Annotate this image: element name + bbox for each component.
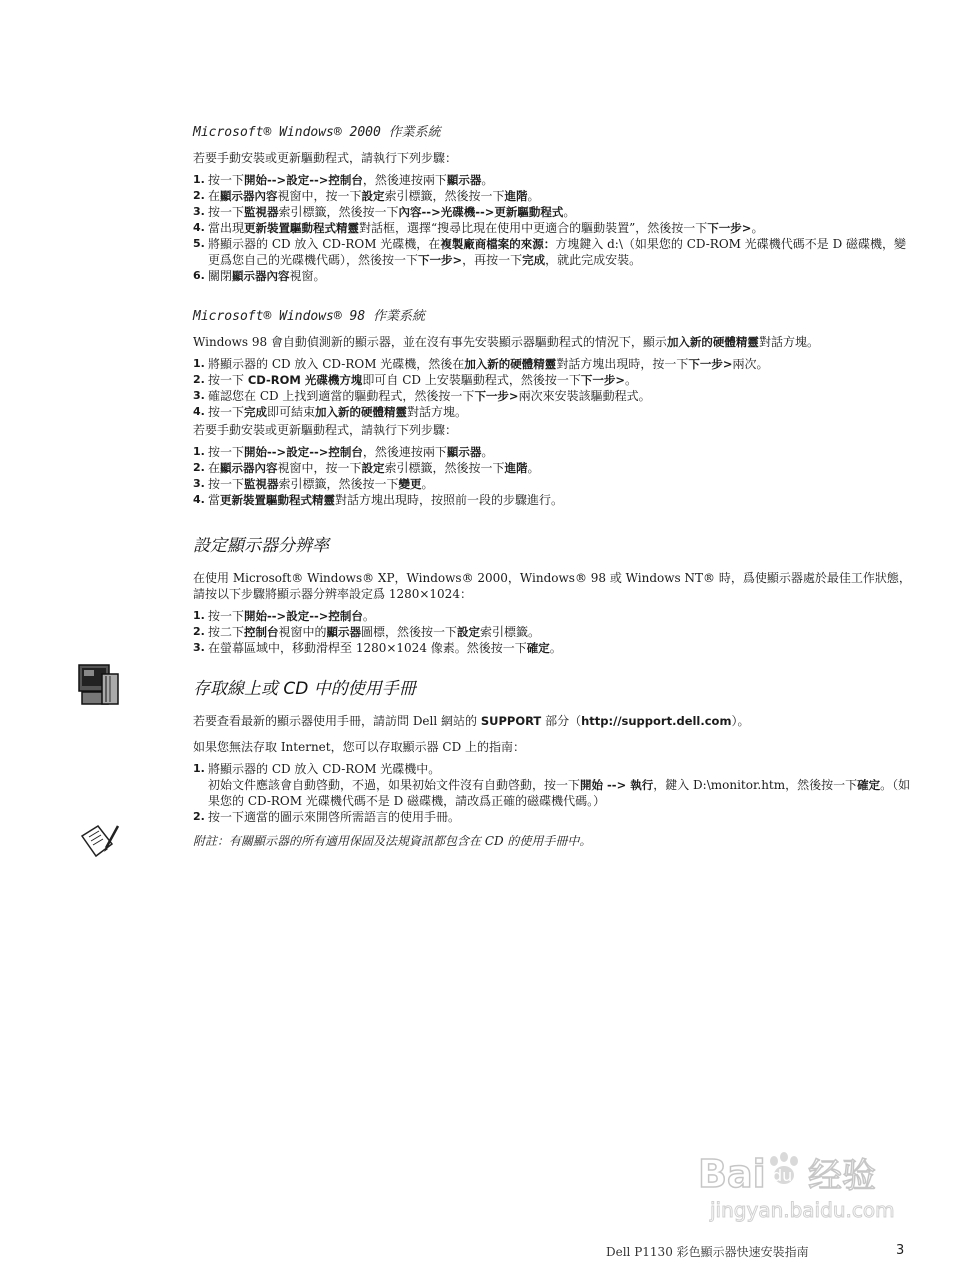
manual-section <box>193 674 913 825</box>
step-list <box>193 172 913 284</box>
bold-term: CD-ROM 光碟機方塊 <box>247 373 363 387</box>
bold-term: SUPPORT <box>480 714 542 728</box>
step-item: 1. 按一下開始-->設定-->控制台，然後連按兩下顯示器。 <box>193 173 494 187</box>
bold-term: 開始-->設定-->控制台 <box>244 173 363 187</box>
section-heading: 設定顯示器分辨率 <box>193 536 329 556</box>
step-number: 5. <box>193 237 205 250</box>
bold-term: 設定 <box>361 461 385 475</box>
note-text: 附註：有關顯示器的所有適用保固及法規資訊都包含在 CD 的使用手冊中。 <box>193 834 592 848</box>
step-number: 4. <box>193 221 205 234</box>
intro-text: Windows 98 會自動偵測新的顯示器，並在沒有事先安裝顯示器驅動程式的情況下，顯示加入新的硬體精靈對話方塊。 <box>193 335 819 349</box>
step-number: 4. <box>193 405 205 418</box>
step-number: 6. <box>193 269 205 282</box>
bold-term: 更新裝置驅動程式精靈 <box>244 221 360 235</box>
bold-term: 開始-->設定-->控制台 <box>244 445 363 459</box>
baidu-watermark <box>690 1145 920 1225</box>
bold-term: 顯示器內容 <box>220 461 278 475</box>
bold-term: 加入新的硬體精靈 <box>464 357 557 371</box>
step-item: 2. 在顯示器內容視窗中，按一下設定索引標籤，然後按一下進階。 <box>193 189 540 203</box>
step-item: 2. 按二下控制台視窗中的顯示器圖標，然後按一下設定索引標籤。 <box>193 625 541 639</box>
bold-term: 完成 <box>244 405 268 419</box>
step-item: 3. 在螢幕區域中，移動滑桿至 1280×1024 像素。然後按一下確定。 <box>193 641 562 655</box>
bold-term: 設定 <box>457 625 481 639</box>
watermark-cn: 经验 <box>808 1156 876 1196</box>
step-number: 3. <box>193 389 205 402</box>
note-section <box>193 833 913 855</box>
watermark-brand: Bai <box>698 1152 766 1196</box>
bold-term: http://support.dell.com <box>581 714 732 728</box>
bold-term: 顯示器 <box>446 445 482 459</box>
bold-term: 進階 <box>504 461 528 475</box>
bold-term: 確定 <box>857 778 881 792</box>
intro-text: 若要手動安裝或更新驅動程式，請執行下列步驟： <box>193 151 458 165</box>
step-item: 1. 按一下開始-->設定-->控制台，然後連按兩下顯示器。 <box>193 445 494 459</box>
section-heading: Microsoft® Windows® 2000 作業系統 <box>193 125 441 140</box>
step-number: 1. <box>193 609 205 622</box>
step-number: 2. <box>193 810 205 823</box>
bold-term: 完成 <box>522 253 546 267</box>
step-number: 3. <box>193 205 205 218</box>
bold-term: 顯示器 <box>326 625 362 639</box>
step-list <box>193 356 913 420</box>
win2000-section <box>193 121 913 284</box>
intro-text: 若要查看最新的顯示器使用手冊，請訪問 Dell 網站的 SUPPORT 部分（http://support.dell.com）。 <box>193 714 750 728</box>
bold-term: 設定 <box>361 189 385 203</box>
step-item: 1. 將顯示器的 CD 放入 CD-ROM 光碟機中。 <box>193 762 441 776</box>
step-number: 1. <box>193 173 205 186</box>
step-item: 1. 按一下開始-->設定-->控制台。 <box>193 609 375 623</box>
step-number: 2. <box>193 461 205 474</box>
bold-term: 開始 --> 執行 <box>580 778 654 792</box>
bold-term: 監視器 <box>244 477 279 491</box>
section-heading: Microsoft® Windows® 98 作業系統 <box>193 309 426 324</box>
step-item: 3. 按一下監視器索引標籤，然後按一下內容-->光碟機-->更新驅動程式。 <box>193 205 576 219</box>
bold-term: 顯示器內容 <box>220 189 278 203</box>
step-number: 2. <box>193 625 205 638</box>
bold-term: 加入新的硬體精靈 <box>315 405 408 419</box>
step-number: 1. <box>193 357 205 370</box>
step-item: 5. 將顯示器的 CD 放入 CD-ROM 光碟機，在複製廠商檔案的來源：方塊鍵入 d:\（如果您的 CD-ROM 光碟機代碼不是 D 磁碟機，變更爲您自己的光碟機代碼），然後按一下下一步>，再按一下完成，就此完成安裝。 <box>193 237 907 267</box>
step-item: 6. 關閉顯示器內容視窗。 <box>193 269 326 283</box>
step-item: 3. 按一下監視器索引標籤，然後按一下變更。 <box>193 477 434 491</box>
footer-text: Dell P1130 彩色顯示器快速安裝指南 <box>606 1245 809 1259</box>
step-list <box>193 444 913 508</box>
bold-term: 控制台 <box>244 625 279 639</box>
bold-term: 下一步> <box>688 357 733 371</box>
intro-text: 若要手動安裝或更新驅動程式，請執行下列步驟： <box>193 423 458 437</box>
step-item: 4. 當更新裝置驅動程式精靈對話方塊出現時，按照前一段的步驟進行。 <box>193 493 564 507</box>
bold-term: 下一步> <box>580 373 625 387</box>
step-item: 2. 按一下適當的圖示來開啓所需語言的使用手冊。 <box>193 810 461 824</box>
step-number: 1. <box>193 445 205 458</box>
step-item: 初始文件應該會自動啓動，不過，如果初始文件沒有自動啓動，按一下開始 --> 執行，鍵入 D:\monitor.htm，然後按一下確定。（如果您的 CD-ROM 光碟機代碼不是 D 磁碟機，請改爲正確的磁碟機代碼。） <box>208 778 911 808</box>
step-number: 3. <box>193 477 205 490</box>
step-number: 3. <box>193 641 205 654</box>
bold-term: 更新裝置驅動程式精靈 <box>220 493 336 507</box>
bold-term: 確定 <box>526 641 550 655</box>
bold-term: 複製廠商檔案的來源： <box>440 237 556 251</box>
page-number: 3 <box>896 1243 905 1258</box>
step-item: 2. 在顯示器內容視窗中，按一下設定索引標籤，然後按一下進階。 <box>193 461 540 475</box>
step-list <box>193 608 913 656</box>
resolution-section <box>193 531 913 656</box>
note-pencil-icon <box>80 822 120 861</box>
intro-text: 如果您無法存取 Internet，您可以存取顯示器 CD 上的指南： <box>193 740 526 754</box>
step-item: 1. 將顯示器的 CD 放入 CD-ROM 光碟機，然後在加入新的硬體精靈對話方塊出現時，按一下下一步>兩次。 <box>193 357 769 371</box>
bold-term: 加入新的硬體精靈 <box>666 335 759 349</box>
watermark-brand-du: du <box>772 1166 793 1185</box>
step-number: 4. <box>193 493 205 506</box>
bold-term: 監視器 <box>244 205 279 219</box>
bold-term: 下一步> <box>418 253 463 267</box>
bold-term: 變更 <box>398 477 422 491</box>
step-item: 3. 確認您在 CD 上找到適當的驅動程式，然後按一下下一步>兩次來安裝該驅動程式。 <box>193 389 651 403</box>
computer-book-icon <box>78 664 122 709</box>
bold-term: 顯示器 <box>446 173 482 187</box>
bold-term: 顯示器內容 <box>232 269 290 283</box>
step-item: 4. 當出現更新裝置驅動程式精靈對話框，選擇“搜尋比現在使用中更適合的驅動裝置”，然後按一下下一步>。 <box>193 221 764 235</box>
win98-section <box>193 305 913 508</box>
intro-text: 在使用 Microsoft® Windows® XP，Windows® 2000，Windows® 98 或 Windows NT® 時，爲使顯示器處於最佳工作狀態，請按以下步驟將顯示器分辨率設定爲 1280×1024： <box>193 571 911 601</box>
watermark-url: jingyan.baidu.com <box>710 1198 895 1222</box>
step-number: 1. <box>193 762 205 775</box>
bold-term: 開始-->設定-->控制台 <box>244 609 363 623</box>
bold-term: 進階 <box>504 189 528 203</box>
step-item: 2. 按一下 CD-ROM 光碟機方塊即可自 CD 上安裝驅動程式，然後按一下下一步>。 <box>193 373 637 387</box>
step-number: 2. <box>193 189 205 202</box>
bold-term: 下一步> <box>474 389 519 403</box>
step-number: 2. <box>193 373 205 386</box>
step-list <box>193 761 913 825</box>
bold-term: 內容-->光碟機-->更新驅動程式 <box>398 205 564 219</box>
section-heading: 存取線上或 CD 中的使用手冊 <box>193 679 416 699</box>
bold-term: 下一步> <box>707 221 752 235</box>
step-item: 4. 按一下完成即可結束加入新的硬體精靈對話方塊。 <box>193 405 468 419</box>
